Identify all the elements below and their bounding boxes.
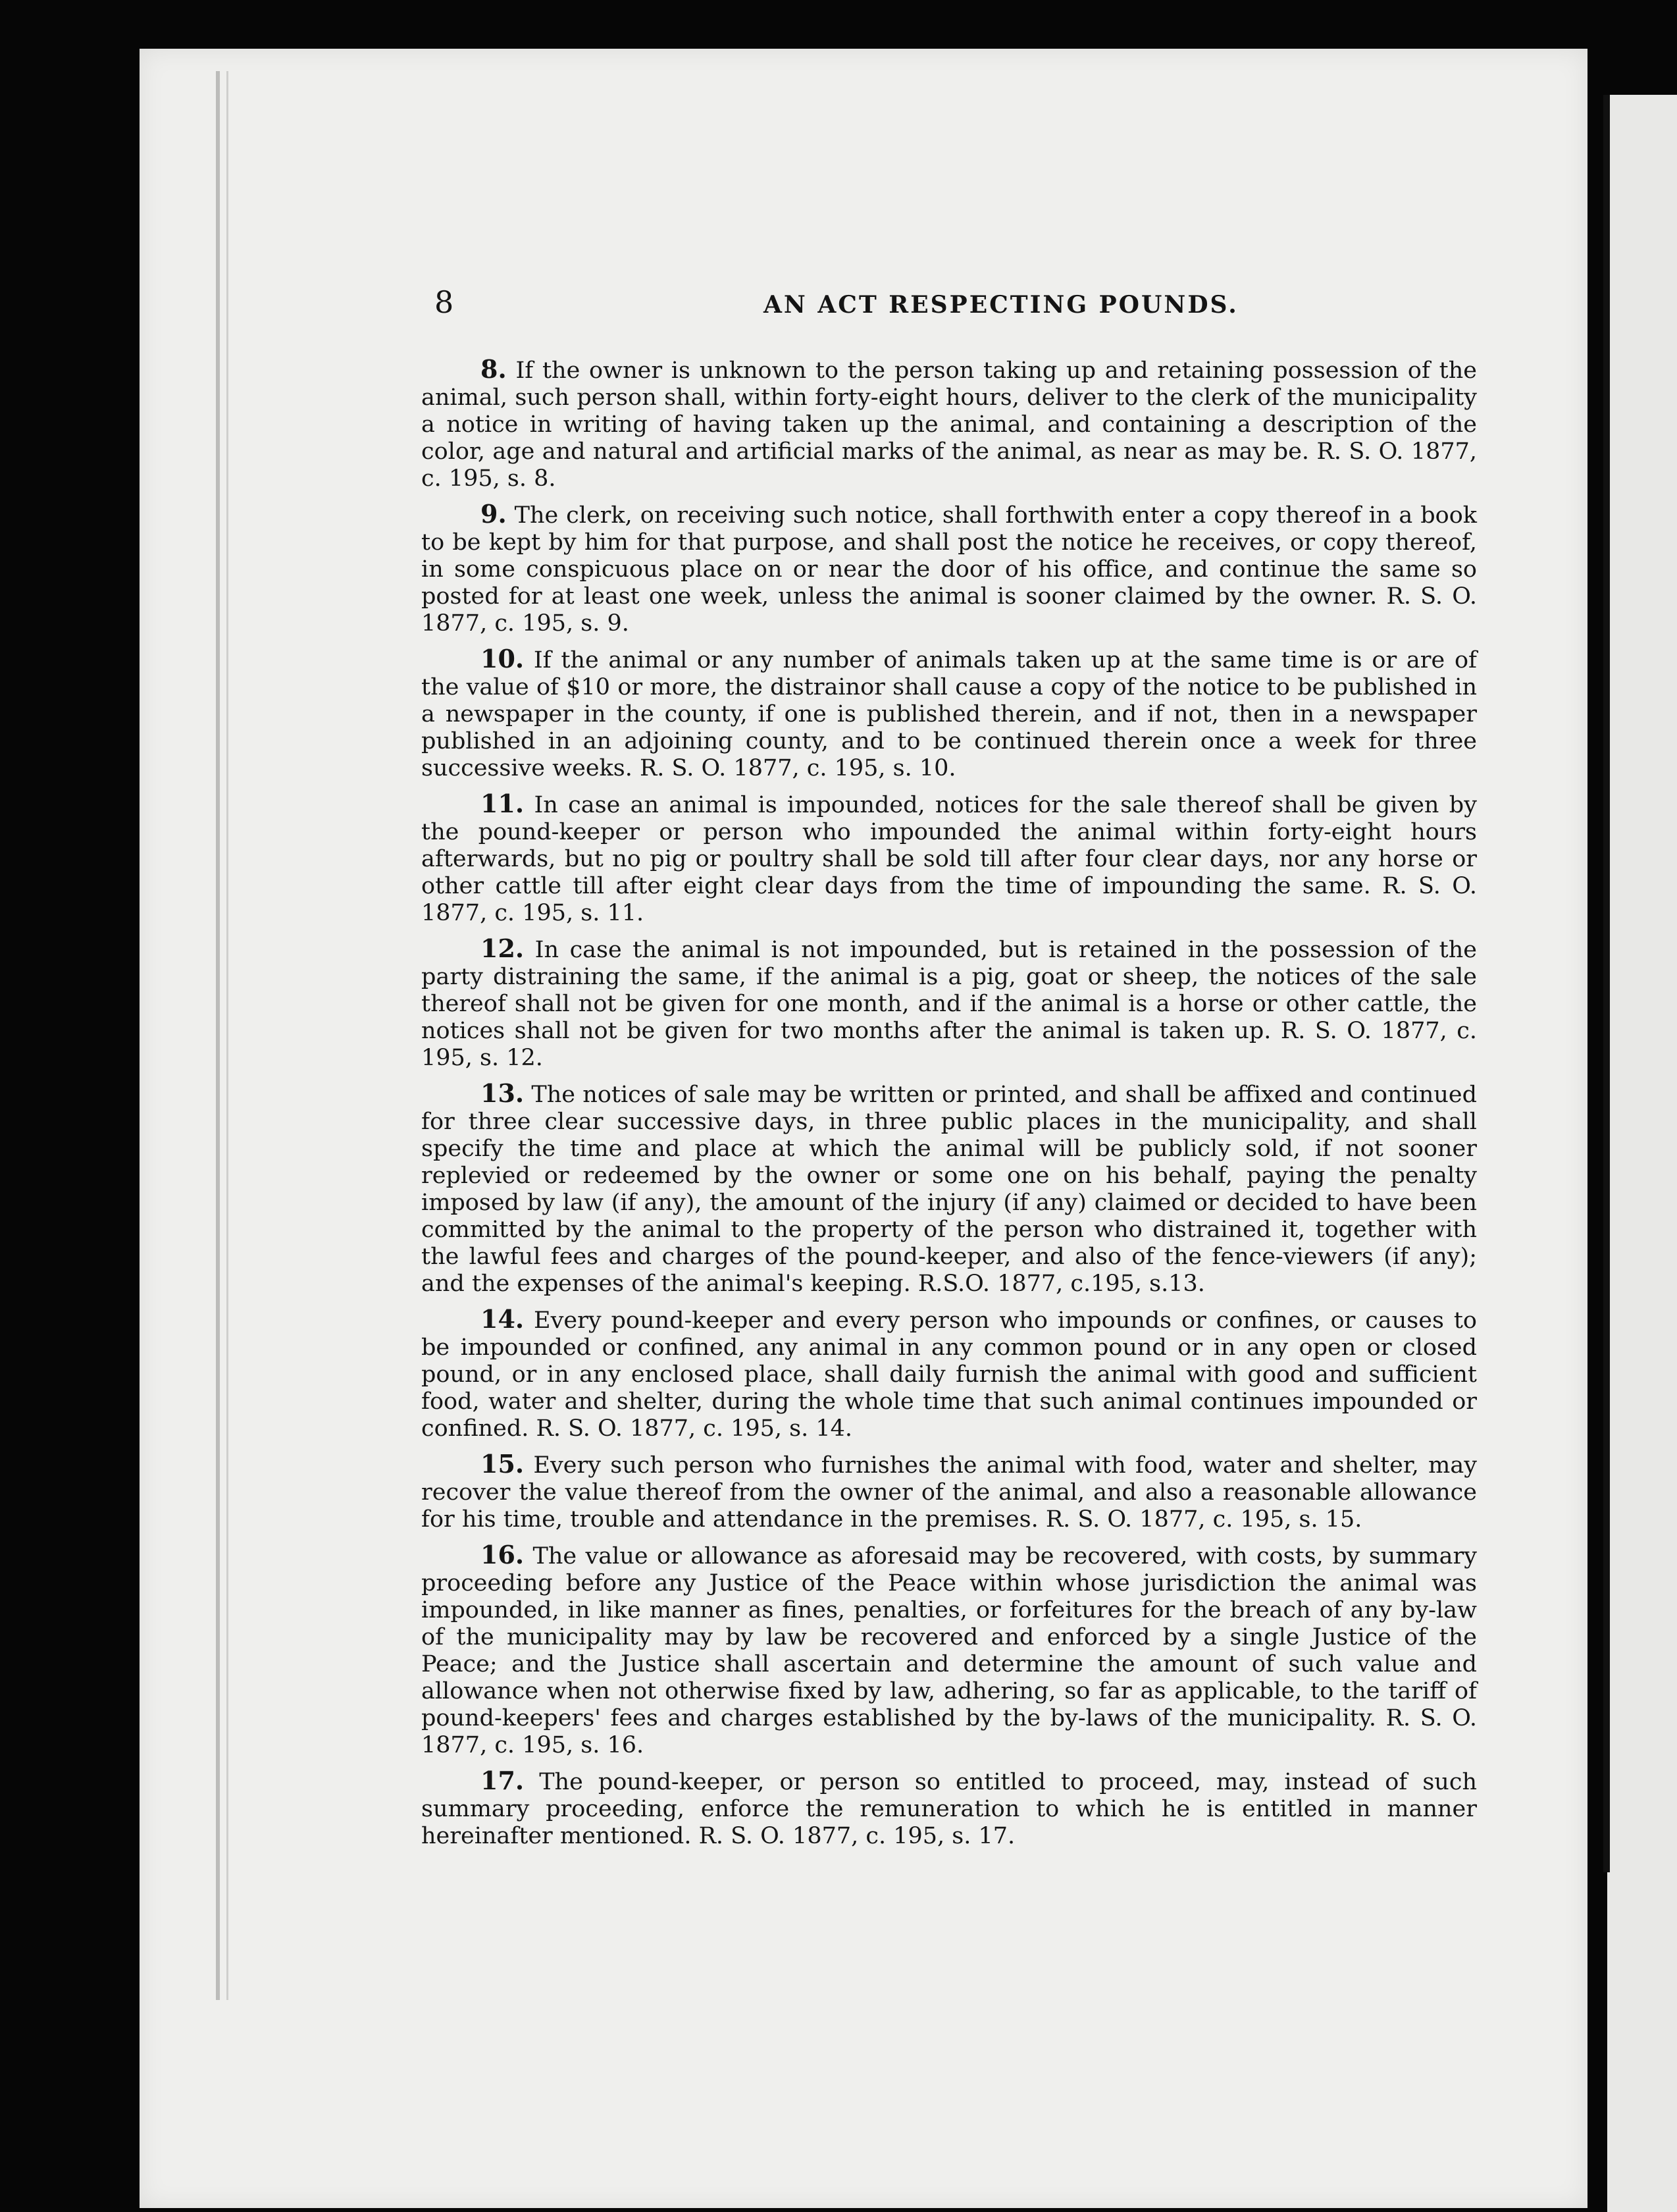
body-text — [421, 356, 1477, 1858]
section-number: 15. — [480, 1449, 525, 1479]
binding-edge — [216, 71, 220, 2000]
section-number: 9. — [480, 499, 507, 529]
section-text: Every pound-keeper and every person who impounds or confines, or causes to be impounded or confined, any animal in any common pound or in any open or closed pound, or in any enclosed place, shall daily furnish the animal with good and sufficient food, water and shelter, during the whole time that such animal continues impounded or confined. R. S. O. 1877, c. 195, s. 14. — [421, 1307, 1477, 1442]
section-number: 17. — [480, 1766, 525, 1795]
section-text: If the animal or any number of animals taken up at the same time is or are of the value of $10 or more, the distrainor shall cause a copy of the notice to be published in a newspaper in the county, if one is published therein, and if not, then in a newspaper published in an adjoining county, and to be continued therein once a week for three successive weeks. R. S. O. 1877, c. 195, s. 10. — [421, 647, 1477, 781]
section-text: In case the animal is not impounded, but is retained in the possession of the party distraining the same, if the animal is a pig, goat or sheep, the notices of the sale thereof shall not be given for one month, and if the animal is a horse or other cattle, the notices shall not be given for two months after the animal is taken up. R. S. O. 1877, c. 195, s. 12. — [421, 937, 1477, 1071]
section-text: The notices of sale may be written or printed, and shall be affixed and continued for three clear successive days, in three public places in the municipality, and shall specify the time and place at which the animal will be publicly sold, if not sooner replevied or redeemed by the owner or some one on his behalf, paying the penalty imposed by law (if any), the amount of the injury (if any) claimed or decided to have been committed by the animal to the property of the person who distrained it, together with the lawful fees and charges of the pound-keeper, and also of the fence-viewers (if any); and the expenses of the animal's keeping. R.S.O. 1877, c.195, s.13. — [421, 1082, 1477, 1297]
section-text: Every such person who furnishes the animal with food, water and shelter, may recover the value thereof from the owner of the animal, and also a reasonable allowance for his time, trouble and attendance in the premises. R. S. O. 1877, c. 195, s. 15. — [421, 1452, 1477, 1533]
section-number: 11. — [480, 789, 525, 818]
section-number: 13. — [480, 1078, 525, 1108]
adjacent-page-strip — [1607, 95, 1677, 2212]
section-number: 8. — [480, 354, 507, 384]
section-12 — [421, 935, 1477, 1072]
section-8 — [421, 356, 1477, 492]
binding-edge-inner — [226, 71, 228, 2000]
section-10 — [421, 645, 1477, 782]
section-text: The value or allowance as aforesaid may be recovered, with costs, by summary proceeding before any Justice of the Peace within whose jurisdiction the animal was impounded, in like manner as fines, penalties, or forfeitures for the breach of any by-law of the municipality may by law be recovered and enforced by a single Justice of the Peace; and the Justice shall ascertain and determine the amount of such value and allowance when not otherwise fixed by law, adhering, so far as applicable, to the tariff of pound-keepers' fees and charges established by the by-laws of the municipality. R. S. O. 1877, c. 195, s. 16. — [421, 1543, 1477, 1758]
section-text: The pound-keeper, or person so entitled to proceed, may, instead of such summary proceeding, enforce the remuneration to which he is entitled in manner hereinafter mentioned. R. S. O. 1877, c. 195, s. 17. — [421, 1769, 1477, 1849]
section-number: 14. — [480, 1304, 525, 1334]
section-text: If the owner is unknown to the person taking up and retaining possession of the animal, such person shall, within forty-eight hours, deliver to the clerk of the municipality a notice in writing of having taken up the animal, and containing a description of the color, age and natural and artificial marks of the animal, as near as may be. R. S. O. 1877, c. 195, s. 8. — [421, 357, 1477, 492]
adjacent-page-border — [1603, 95, 1610, 1872]
section-16 — [421, 1541, 1477, 1759]
section-text: In case an animal is impounded, notices for the sale thereof shall be given by the pound-keeper or person who impounded the animal within forty-eight hours afterwards, but no pig or poultry shall be sold till after four clear days, nor any horse or other cattle till after eight clear days from the time of impounding the same. R. S. O. 1877, c. 195, s. 11. — [421, 792, 1477, 926]
section-15 — [421, 1450, 1477, 1533]
section-text: The clerk, on receiving such notice, shall forthwith enter a copy thereof in a book to be kept by him for that purpose, and shall post the notice he receives, or copy thereof, in some conspicuous place on or near the door of his office, and continue the same so posted for at least one week, unless the animal is sooner claimed by the owner. R. S. O. 1877, c. 195, s. 9. — [421, 502, 1477, 637]
section-number: 10. — [480, 644, 525, 673]
running-head: AN ACT RESPECTING POUNDS. — [763, 291, 1239, 319]
section-17 — [421, 1767, 1477, 1850]
section-9 — [421, 500, 1477, 637]
section-13 — [421, 1080, 1477, 1298]
section-14 — [421, 1305, 1477, 1442]
section-number: 12. — [480, 934, 525, 963]
page-header — [434, 284, 1487, 330]
section-11 — [421, 790, 1477, 927]
section-number: 16. — [480, 1540, 525, 1569]
page-number: 8 — [434, 284, 454, 320]
